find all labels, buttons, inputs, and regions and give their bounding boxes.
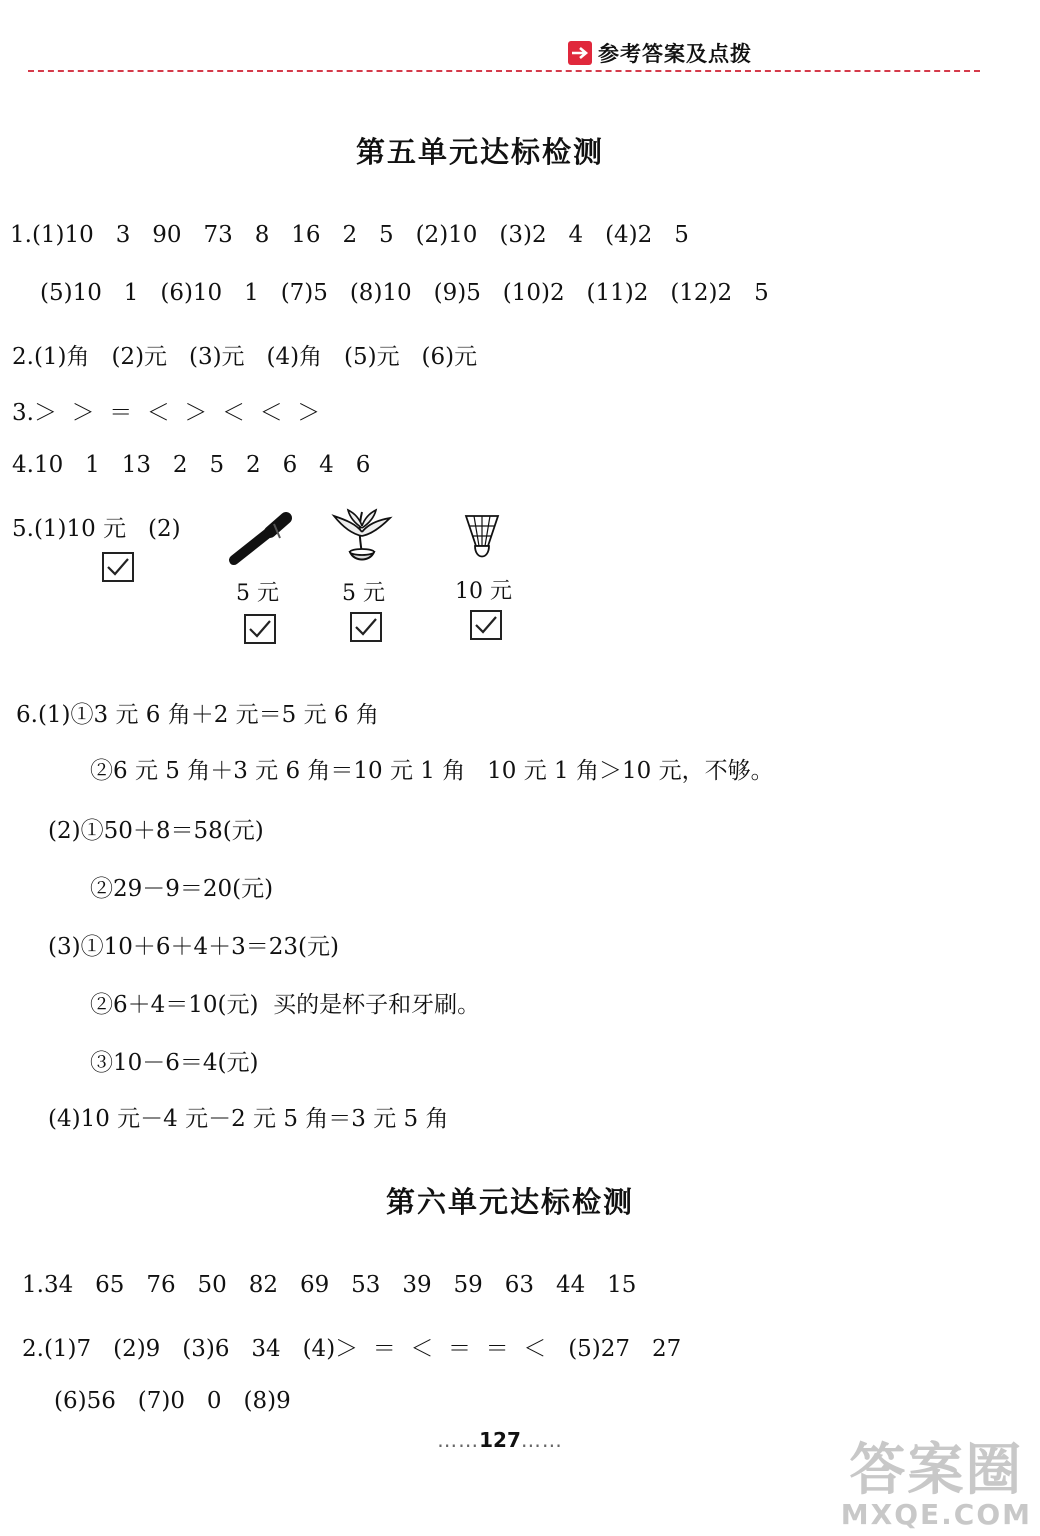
checkmark-icon [354,616,378,638]
answer-line: (3)①10＋6＋4＋3＝23(元) [48,934,339,960]
checked-box [350,612,382,642]
answer-line: 6.(1)①3 元 6 角＋2 元＝5 元 6 角 [16,702,379,728]
answer-line: 3.＞ ＞ ＝ ＜ ＞ ＜ ＜ ＞ [12,400,321,426]
header-divider [28,70,980,72]
answer-line: 1.34 65 76 50 82 69 53 39 59 63 44 15 [22,1272,637,1298]
running-header [568,38,752,68]
unit6-title: 第六单元达标检测 [385,1185,634,1219]
checkmark-icon [474,614,498,636]
checked-box [470,610,502,640]
answer-line: 1.(1)10 3 90 73 8 16 2 5 (2)10 (3)2 4 (4)2 5 [10,222,689,248]
checkmark-icon [248,618,272,640]
answer-line: 5.(1)10 元 (2) [12,516,181,542]
answer-line: ②29－9＝20(元) [90,876,274,902]
answer-line: (5)10 1 (6)10 1 (7)5 (8)10 (9)5 (10)2 (11)2 (12)2 5 [40,280,769,306]
page-number: ……127…… [437,1428,563,1452]
answer-line: 2.(1)7 (2)9 (3)6 34 (4)＞ ＝ ＜ ＝ ＝ ＜ (5)27 27 [22,1336,682,1362]
answer-line: 2.(1)角 (2)元 (3)元 (4)角 (5)元 (6)元 [12,344,478,370]
checked-box [102,552,134,582]
answer-line: ③10－6＝4(元) [90,1050,259,1076]
answer-line: ②6＋4＝10(元) 买的是杯子和牙刷。 [90,992,481,1018]
arrow-right-icon [568,41,592,65]
answer-line: (4)10 元－4 元－2 元 5 角＝3 元 5 角 [48,1106,449,1132]
watermark [840,1438,1032,1531]
potted-plant-icon [330,506,394,572]
answer-line: (2)①50＋8＝58(元) [48,818,264,844]
pen-icon [228,512,294,572]
answer-line: (6)56 (7)0 0 (8)9 [54,1388,291,1414]
price-label: 5 元 [236,581,279,606]
checkmark-icon [106,556,130,578]
answer-line: ②6 元 5 角＋3 元 6 角＝10 元 1 角 10 元 1 角＞10 元，不够。 [90,758,774,784]
price-label: 5 元 [342,581,385,606]
unit5-title: 第五单元达标检测 [355,135,604,169]
watermark-logo: 答案圈 [849,1438,1024,1503]
answer-line: 4.10 1 13 2 5 2 6 4 6 [12,452,371,478]
header-title: 参考答案及点拨 [598,42,752,66]
price-label: 10 元 [455,579,512,604]
watermark-url: MXQE.COM [840,1498,1032,1531]
shuttlecock-icon [462,512,502,566]
checked-box [244,614,276,644]
